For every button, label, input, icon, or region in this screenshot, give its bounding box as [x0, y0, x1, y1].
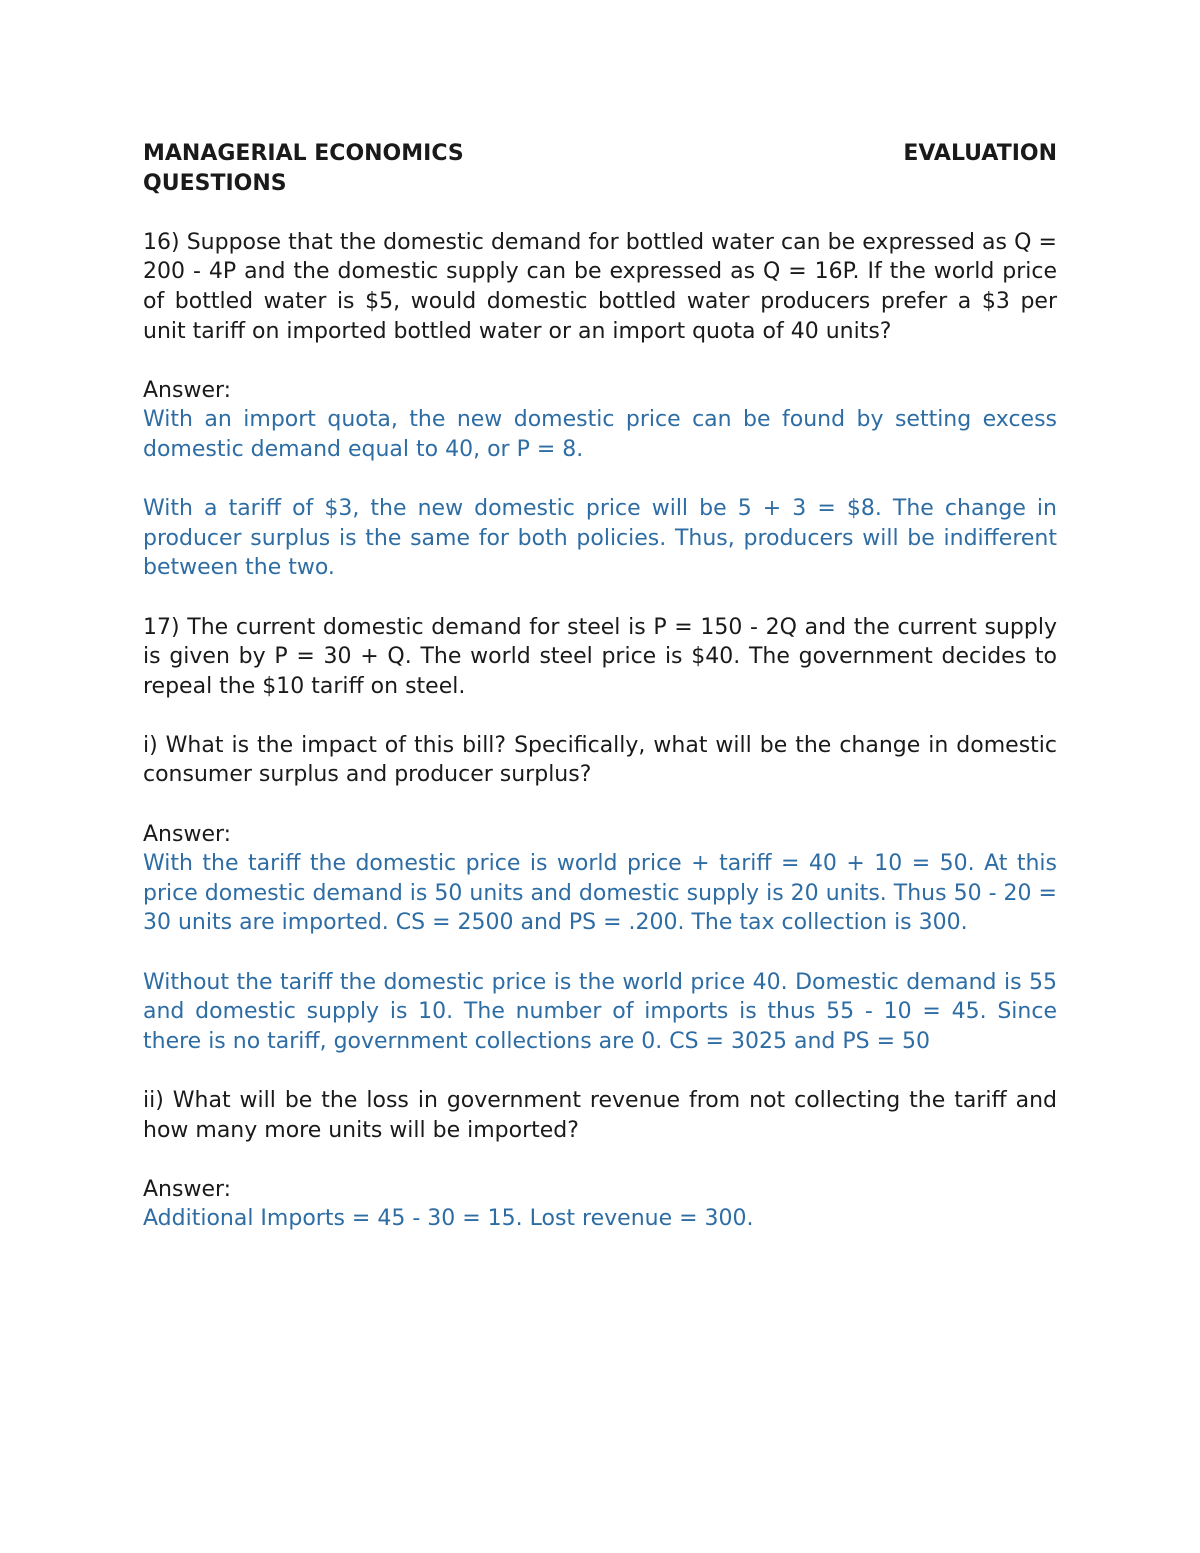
document-title [143, 139, 1057, 198]
question-17-part-ii: ii) What will be the loss in government revenue from not collecting the tariff and how many more units will be imported? [143, 1088, 1057, 1143]
question-17-part-i: i) What is the impact of this bill? Specifically, what will be the change in domestic consumer surplus and producer surplus? [143, 732, 1057, 788]
title-second-line: QUESTIONS [143, 170, 287, 196]
answer-label-17-i: Answer: [143, 821, 232, 847]
answer-17-i-paragraph-1: With the tariff the domestic price is world price + tariff = 40 + 10 = 50. At this price domestic demand is 50 units and domestic supply is 20 units. Thus 50 - 20 = 30 units are imported. CS = 2500 and PS = .200. The tax collection is 300. [143, 851, 1057, 936]
title-line [143, 139, 1057, 169]
answer-16-paragraph-2: With a tariff of $3, the new domestic price will be 5 + 3 = $8. The change in producer surplus is the same for both policies. Thus, producers will be indifferent between the two. [143, 496, 1057, 581]
answer-17-i-paragraph-2: Without the tariff the domestic price is the world price 40. Domestic demand is 55 and domestic supply is 10. The number of imports is thus 55 - 10 = 45. Since there is no tariff, government collections are 0. CS = 3025 and PS = 50 [143, 969, 1057, 1054]
answer-label-17-ii: Answer: [143, 1176, 232, 1202]
question-17: 17) The current domestic demand for steel is P = 150 - 2Q and the current supply is given by P = 30 + Q. The world steel price is $40. The government decides to repeal the $10 tariff on steel. [143, 614, 1057, 699]
answer-17-ii: Additional Imports = 45 - 30 = 15. Lost revenue = 300. [143, 1206, 754, 1232]
title-right: EVALUATION [903, 141, 1057, 166]
document-page [143, 139, 1057, 1234]
answer-label-16: Answer: [143, 377, 232, 403]
answer-16-paragraph-1: With an import quota, the new domestic price can be found by setting excess domestic demand equal to 40, or P = 8. [143, 407, 1057, 462]
title-left: MANAGERIAL ECONOMICS [143, 141, 464, 166]
question-16: 16) Suppose that the domestic demand for bottled water can be expressed as Q = 200 - 4P and the domestic supply can be expressed as Q = 16P. If the world price of bottled water is $5, would domestic bottled water producers prefer a $3 per unit tariff on imported bottled water or an import quota of 40 units? [143, 229, 1057, 344]
